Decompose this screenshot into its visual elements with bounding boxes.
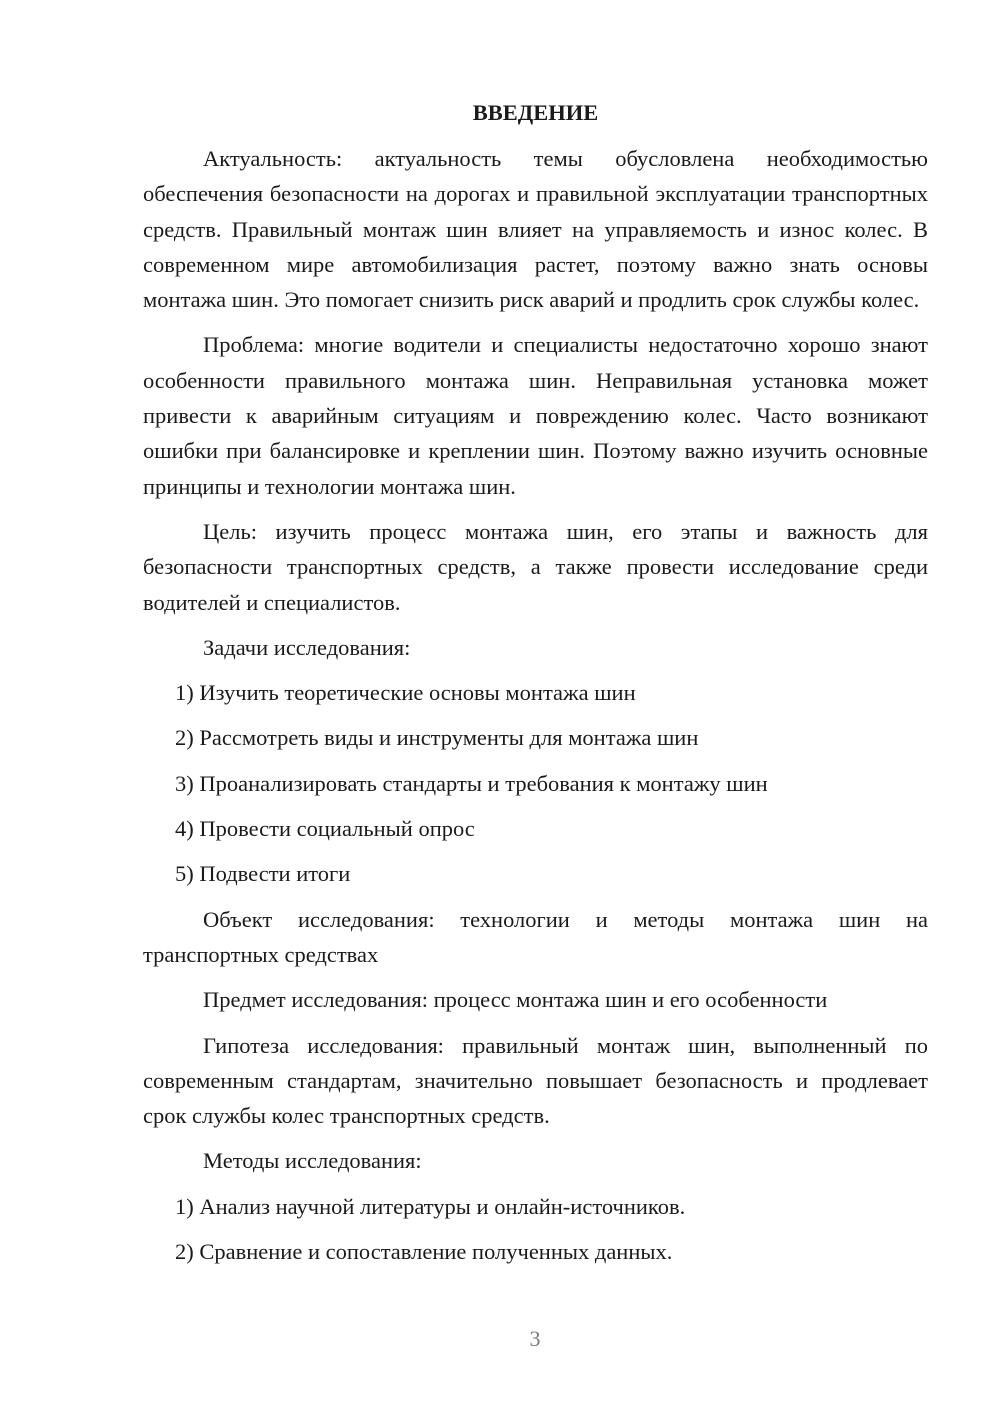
tasks-heading: Задачи исследования: bbox=[203, 634, 411, 660]
list-item: 4) Провести социальный опрос bbox=[175, 816, 475, 842]
paragraph-problem: Проблема: многие водители и специалисты недостаточно хорошо знают особенности правильного монтажа шин. Неправильная установка может привести к аварийным ситуациям и повреждению колес. Часто возникают ошибки при балансировке и креплении шин. Поэтому важно изучить основные принципы и технологии монтажа шин. bbox=[143, 332, 928, 499]
tasks-list bbox=[143, 675, 928, 891]
methods-heading: Методы исследования: bbox=[203, 1148, 422, 1174]
paragraph-goal: Цель: изучить процесс монтажа шин, его этапы и важность для безопасности транспортных средств, а также провести исследование среди водителей и специалистов. bbox=[143, 518, 928, 615]
document-page bbox=[143, 95, 928, 1279]
paragraph-subject: Предмет исследования: процесс монтажа шин и его особенности bbox=[203, 987, 828, 1013]
paragraph-relevance: Актуальность: актуальность темы обусловлена необходимостью обеспечения безопасности на дорогах и правильной эксплуатации транспортных средств. Правильный монтаж шин влияет на управляемость и износ колес. В современном мире автомобилизация растет, поэтому важно знать основы монтажа шин. Это помогает снизить риск аварий и продлить срок службы колес. bbox=[143, 146, 928, 313]
list-item: 3) Проанализировать стандарты и требования к монтажу шин bbox=[175, 770, 768, 796]
paragraph-hypothesis: Гипотеза исследования: правильный монтаж шин, выполненный по современным стандартам, значительно повышает безопасность и продлевает срок службы колес транспортных средств. bbox=[143, 1032, 928, 1129]
list-item: 1) Анализ научной литературы и онлайн-источников. bbox=[175, 1193, 686, 1219]
methods-list bbox=[143, 1189, 928, 1270]
list-item: 2) Сравнение и сопоставление полученных данных. bbox=[175, 1239, 673, 1265]
page-number: 3 bbox=[529, 1326, 541, 1351]
document-title: ВВЕДЕНИЕ bbox=[472, 100, 599, 125]
list-item: 2) Рассмотреть виды и инструменты для монтажа шин bbox=[175, 725, 699, 751]
list-item: 1) Изучить теоретические основы монтажа шин bbox=[175, 680, 636, 706]
list-item: 5) Подвести итоги bbox=[175, 861, 351, 887]
paragraph-object: Объект исследования: технологии и методы монтажа шин на транспортных средствах bbox=[143, 906, 928, 967]
